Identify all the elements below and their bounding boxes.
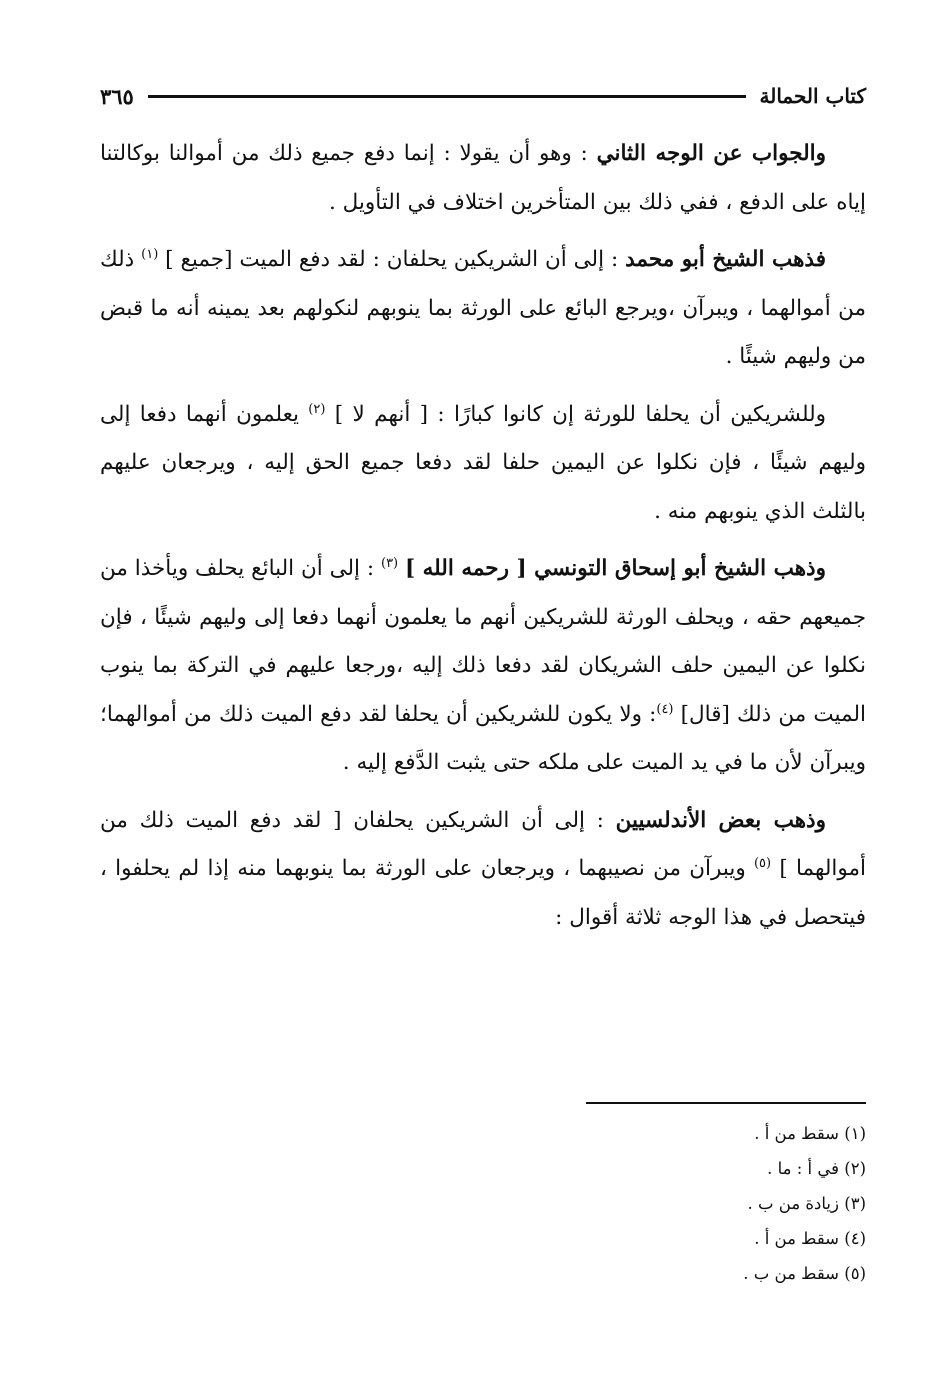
paragraph-text-continued: ويبرآن من نصيبهما ، ويرجعان على الورثة بما ينوبهما منه إذا لم يحلفوا ، فيتحصل في هذا الوجه ثلاثة أقوال : [100,856,866,930]
header-rule [148,95,746,98]
footnote-item: (١) سقط من أ . [754,1124,866,1143]
paragraph-text-continued: : ولا يكون للشريكين أن يحلفا لقد دفع الميت ذلك من أموالهما؛ ويبرآن لأن ما في يد الميت على ملكه حتى يثبت الدَّفع إليه . [100,701,866,775]
page-number: ٣٦٥ [100,83,134,109]
footnote-item: (٤) سقط من أ . [754,1229,866,1248]
paragraph-second-aspect-answer [100,130,866,227]
paragraph-lead: فذهب الشيخ أبو محمد [625,247,826,272]
paragraph-spacer [398,556,405,581]
footnote-separator [586,1102,866,1104]
footnote-reference: (٢) [308,401,326,417]
footnote-item: (٥) سقط من ب . [743,1264,866,1283]
paragraph-text: : إلى أن الشريكين يحلفان [ لقد دفع الميت ذلك من أموالهما ] [100,807,866,881]
paragraph-lead: وذهب بعض الأندلسيين [615,807,827,833]
paragraph-text: : وهو أن يقولا : إنما دفع جميع ذلك من أموالنا بوكالتنا إياه على الدفع ، ففي ذلك بين المتأخرين اختلاف في التأويل . [100,141,866,215]
footnote-reference: (٥) [753,855,772,871]
paragraph-text-continued: ذلك من أموالهما ، ويبرآن ،ويرجع البائع على الورثة بما ينوبهم لنكولهم بعد يمينه أنه ما قبض من وليهم شيئًا . [100,247,866,369]
paragraph-lead: وذهب الشيخ أبو إسحاق التونسي [ رحمه الله ] [404,556,826,581]
paragraph-lead: والجواب عن الوجه الثاني [596,141,827,166]
running-header [100,78,866,114]
book-title: كتاب الحمالة [759,84,866,108]
footnote-reference: (٤) [656,701,674,717]
footnote-reference: (٣) [380,555,399,571]
paragraph-text: وللشريكين أن يحلفا للورثة إن كانوا كبارًا : [ أنهم لا ] [325,401,826,427]
paragraph-text-continued: يعلمون أنهما دفعا إلى وليهم شيئًا ، فإن نكلوا عن اليمين حلفا لقد دفعا جميع الحق إليه ، ويرجعان عليهم بالثلث الذي ينوبهم منه . [100,401,866,524]
paragraph-abu-ishaq [100,545,866,788]
paragraph-text: : إلى أن الشريكين يحلفان : لقد دفع الميت [جميع ] [158,247,619,272]
paragraph-text-continued: : إلى أن البائع يحلف ويأخذا من جميعهم حقه ، ويحلف الورثة للشريكين أنهم ما يعلمون أنهما دفعا إلى وليهم شيئًا ، فإن نكلوا عن اليمين حلف الشريكان لقد دفعا ذلك إليه ،ورجعا عليهم في التركة بما ينوب الميت من ذلك [قال] [100,556,866,727]
paragraph-partners-oath [100,391,866,537]
footnotes [466,1116,866,1291]
paragraph-abu-muhammad [100,236,866,382]
footnote-item: (٢) في أ : ما . [767,1159,866,1178]
paragraph-andalusians [100,797,866,943]
footnote-item: (٣) زيادة من ب . [747,1194,866,1213]
main-text [100,130,866,951]
footnote-reference: (١) [141,246,159,262]
